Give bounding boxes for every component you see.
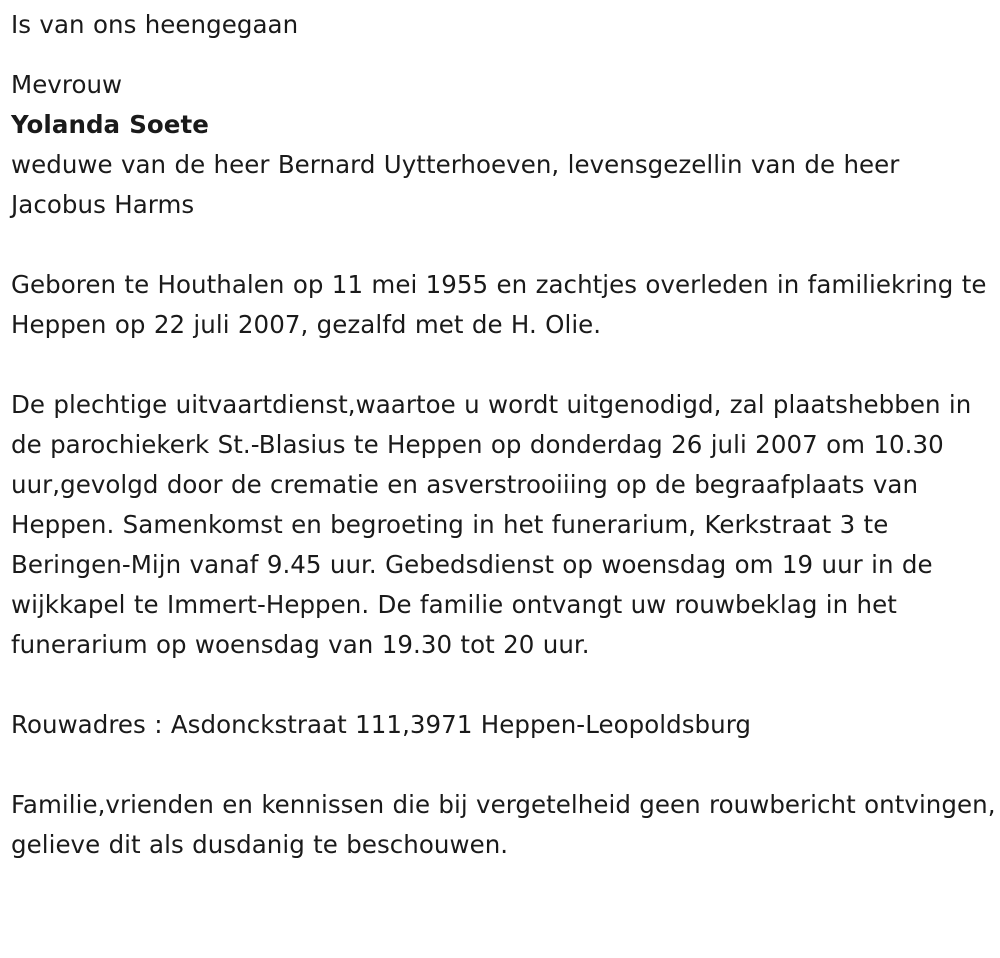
intro-line: Is van ons heengegaan [11,10,299,39]
ceremony-text: De plechtige uitvaartdienst,waartoe u wordt uitgenodigd, zal plaatshebben in de parochiekerk St.-Blasius te Heppen op donderdag 26 juli 2007 om 10.30 uur,gevolgd door de crematie en asverstrooiiing op de begraafplaats van Heppen. Samenkomst en begroeting in het funerarium, Kerkstraat 3 te Beringen-Mijn vanaf 9.45 uur. Gebedsdienst op woensdag om 19 uur in de wijkkapel te Immert-Heppen. De familie ontvangt uw rouwbeklag in het funerarium op woensdag van 19.30 tot 20 uur. [11,390,972,659]
relation-text: weduwe van de heer Bernard Uytterhoeven, levensgezellin van de heer Jacobus Harms [11,150,900,219]
spacer [11,745,996,785]
spacer [11,225,996,265]
birth-death-text: Geboren te Houthalen op 11 mei 1955 en zachtjes overleden in familiekring te Heppen op 22 juli 2007, gezalfd met de H. Olie. [11,270,987,339]
death-notice [11,5,996,865]
deceased-name: Yolanda Soete [11,110,209,139]
closing-text: Familie,vrienden en kennissen die bij vergetelheid geen rouwbericht ontvingen, gelieve dit als dusdanig te beschouwen. [11,790,996,859]
spacer [11,665,996,705]
mourning-address: Rouwadres : Asdonckstraat 111,3971 Heppen-Leopoldsburg [11,710,752,739]
spacer [11,345,996,385]
salutation: Mevrouw [11,70,123,99]
